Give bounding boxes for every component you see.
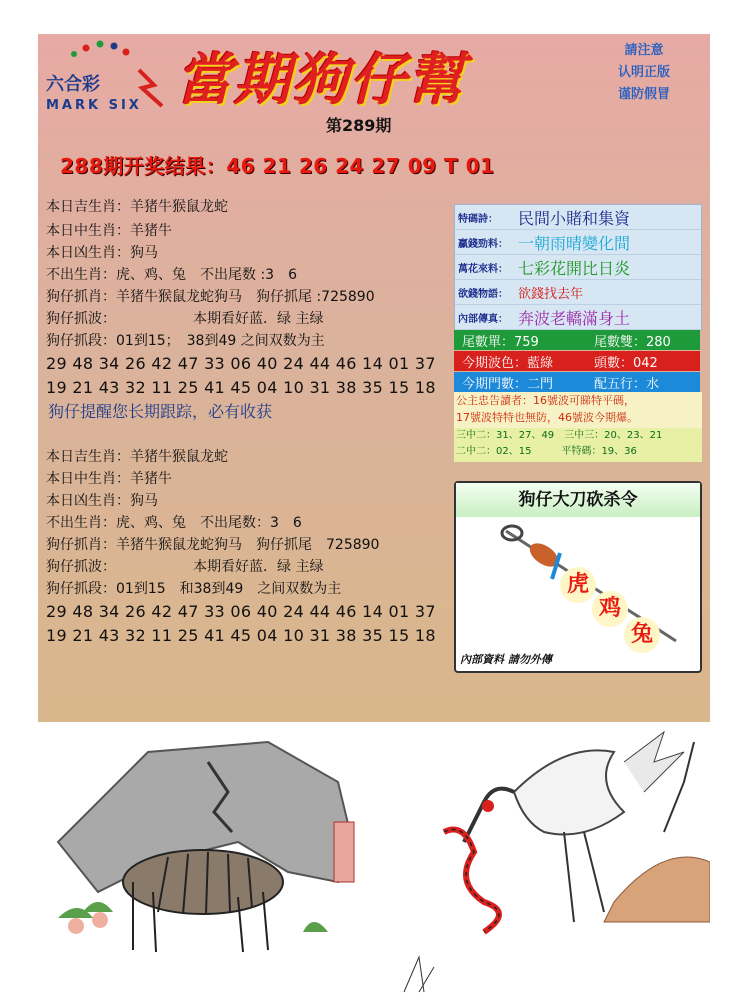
kill-order-box — [454, 481, 702, 673]
kill-order-title: 狗仔大刀砍杀令 — [456, 483, 700, 517]
combo-line: 三中二：31、27、49 三中三：20、23、21 — [456, 430, 663, 441]
stat-left: 今期波色：藍綠 — [462, 355, 554, 371]
info-row — [455, 205, 701, 230]
grab-segment: 狗仔抓段：01到15； 38到49 之间双数为主 — [46, 333, 325, 349]
notice-line: 請注意 — [624, 43, 664, 58]
info-value: 奔波老轎滿身土 — [518, 308, 631, 328]
prediction-block-1 — [46, 196, 436, 400]
info-value: 七彩花開比日炎 — [518, 258, 631, 278]
grab-zodiac: 狗仔抓肖：羊猪牛猴鼠龙蛇狗马 狗仔抓尾 :725890 — [46, 289, 375, 305]
number-row: 19 21 43 32 11 25 41 45 04 10 31 38 35 15 18 — [46, 626, 436, 645]
stat-right: 頭數：042 — [594, 355, 658, 371]
info-label: 萬花來料： — [458, 263, 508, 275]
issue-number: 第289期 — [326, 116, 392, 135]
grab-wave: 狗仔抓波： 本期看好蓝．绿 主绿 — [46, 559, 324, 575]
info-value: 欲錢找去年 — [518, 286, 584, 302]
bad-zodiac: 本日凶生肖：狗马 — [46, 245, 158, 261]
notice-box — [602, 40, 686, 106]
info-row — [455, 255, 701, 280]
info-panel — [454, 204, 702, 331]
mid-zodiac: 本日中生肖：羊猪牛 — [46, 223, 172, 239]
notice-line: 认明正版 — [617, 65, 670, 80]
grab-wave: 狗仔抓波： 本期看好蓝．绿 主绿 — [46, 311, 324, 327]
advice-line: 17號波特特也無防，46號波今期爆。 — [456, 411, 638, 424]
stat-right: 配五行：水 — [594, 376, 660, 392]
kill-order-footnote: 內部資料 請勿外傳 — [460, 653, 552, 666]
logo-text: 六合彩 — [46, 74, 100, 95]
info-row — [455, 280, 701, 305]
advice-box — [454, 392, 702, 428]
stat-bar-wave — [454, 351, 700, 371]
info-value: 一朝雨晴變化間 — [518, 233, 631, 253]
advice-line: 公主忠告讀者：16號波可睇特平碼， — [456, 394, 635, 407]
stat-left: 尾數單：759 — [462, 334, 539, 350]
info-label: 特碼詩： — [458, 213, 498, 225]
combo-line: 二中二：02、15 平特碼：19、36 — [456, 446, 637, 457]
notice-line: 谨防假冒 — [617, 87, 670, 102]
info-value: 民間小賭和集資 — [518, 208, 631, 228]
number-row: 29 48 34 26 42 47 33 06 40 24 44 46 14 01 37 — [46, 602, 436, 621]
info-label: 欲錢物語： — [458, 288, 508, 300]
grab-zodiac: 狗仔抓肖：羊猪牛猴鼠龙蛇狗马 狗仔抓尾 725890 — [46, 537, 380, 553]
info-row — [455, 230, 701, 255]
info-row — [455, 305, 701, 330]
excluded-zodiac: 不出生肖：虎、鸡、兔 不出尾数 :3 6 — [46, 267, 297, 283]
reminder-text: 狗仔提醒您长期跟踪，必有收获 — [48, 402, 273, 421]
draw-result: 288期开奖结果：46 21 26 24 27 09 T 01 — [60, 154, 495, 178]
info-label: 贏錢勁料： — [458, 238, 508, 250]
zodiac-rooster: 鸡 — [592, 591, 628, 627]
number-row: 19 21 43 32 11 25 41 45 04 10 31 38 35 15 18 — [46, 378, 436, 397]
zebra-illustration — [38, 722, 362, 1008]
logo-subtext: MARK SIX — [46, 98, 142, 113]
stat-bar-gate — [454, 372, 700, 392]
combo-box — [454, 428, 702, 462]
grab-segment: 狗仔抓段：01到15 和38到49 之间双数为主 — [46, 581, 342, 597]
zodiac-tiger: 虎 — [560, 567, 596, 603]
number-row: 29 48 34 26 42 47 33 06 40 24 44 46 14 01 37 — [46, 354, 436, 373]
stat-right: 尾數雙：280 — [594, 334, 671, 350]
poster-title: 當期狗仔幫 — [176, 47, 466, 113]
mid-zodiac: 本日中生肖：羊猪牛 — [46, 471, 172, 487]
lucky-zodiac: 本日吉生肖：羊猪牛猴鼠龙蛇 — [46, 449, 228, 465]
bad-zodiac: 本日凶生肖：狗马 — [46, 493, 158, 509]
stat-bar-tail — [454, 330, 700, 350]
excluded-zodiac: 不出生肖：虎、鸡、兔 不出尾数：3 6 — [46, 515, 302, 531]
stat-left: 今期門數：二門 — [462, 376, 554, 392]
zodiac-rabbit: 兔 — [624, 617, 660, 653]
lucky-zodiac: 本日吉生肖：羊猪牛猴鼠龙蛇 — [46, 199, 228, 215]
info-label: 內部傳真： — [458, 313, 508, 325]
crane-illustration — [364, 722, 710, 1008]
prediction-block-2 — [46, 446, 436, 648]
